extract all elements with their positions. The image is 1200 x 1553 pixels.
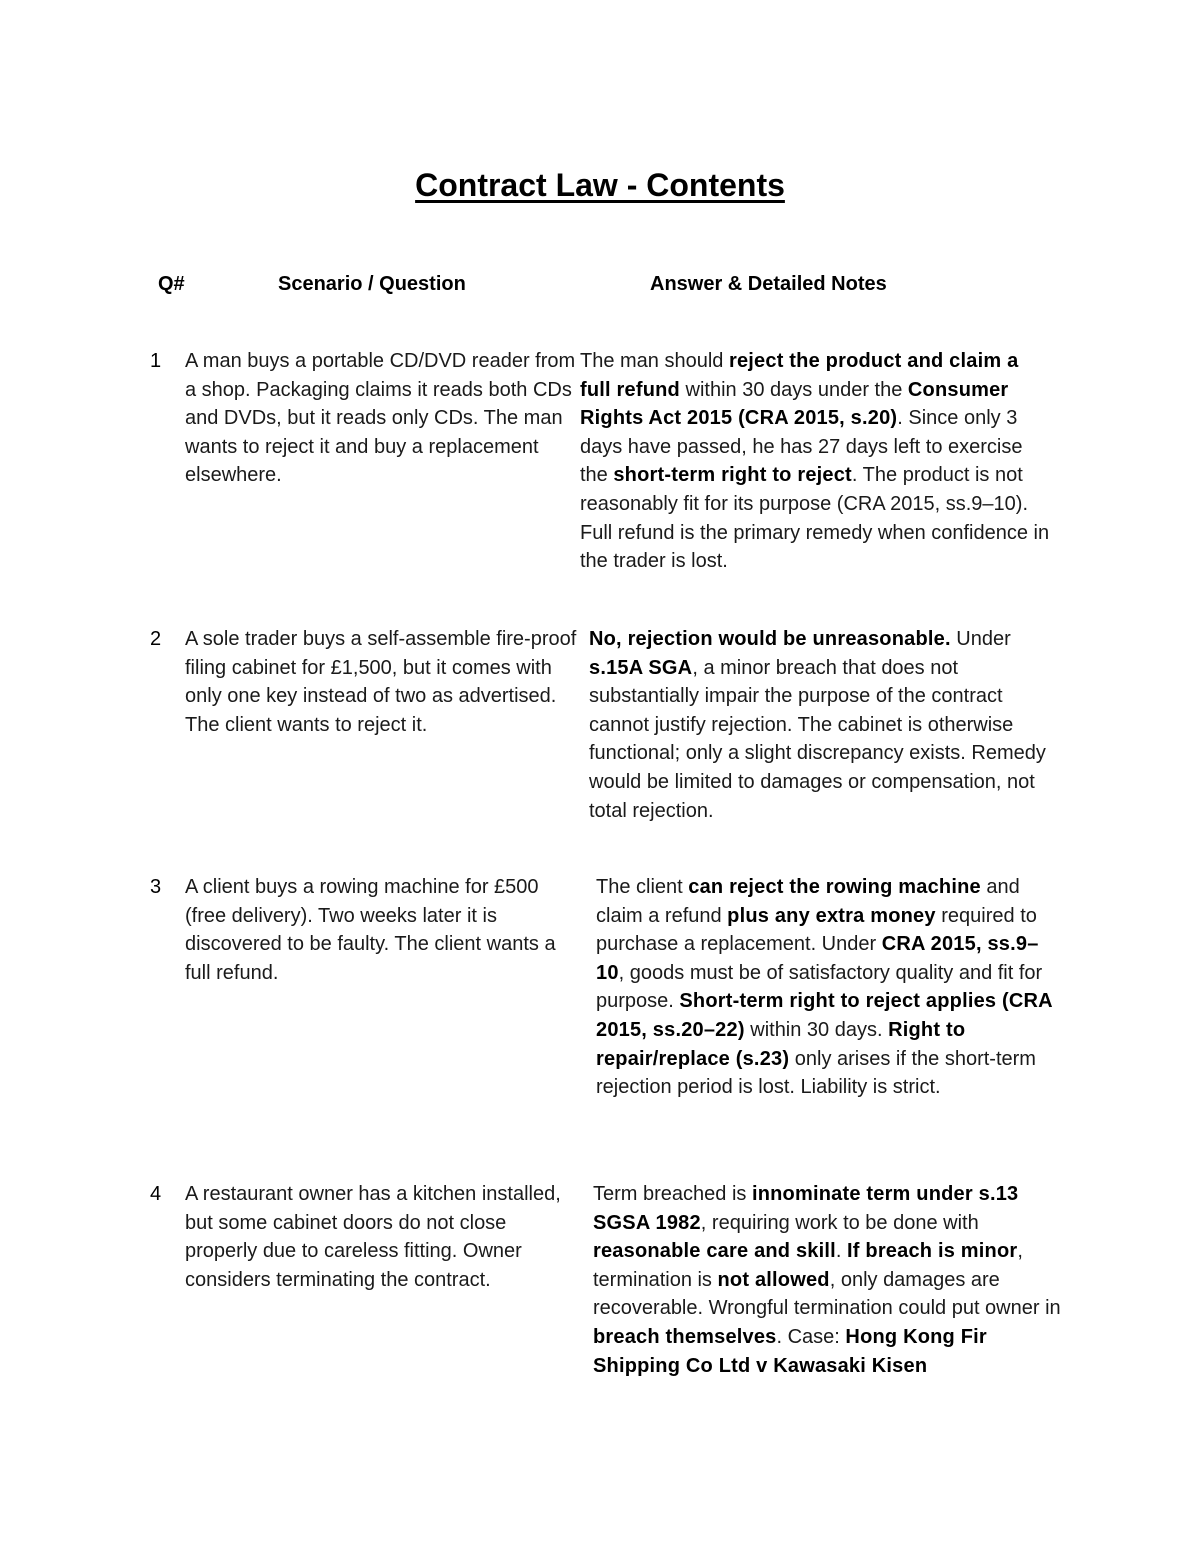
answer-emphasis: can reject the rowing machine <box>688 876 981 898</box>
answer-text: . Case: <box>776 1325 846 1348</box>
answer-emphasis: s.15A SGA <box>589 656 693 679</box>
column-header-scenario: Scenario / Question <box>278 273 466 295</box>
answer-emphasis: short-term right to reject <box>613 464 852 487</box>
question-scenario: A man buys a portable CD/DVD reader from a shop. Packaging claims it reads both CDs and DVDs, but it reads only CDs. The man wants to reject it and buy a replacement elsewhere. <box>185 350 576 487</box>
answer-text: . <box>835 1240 848 1263</box>
answer-emphasis: Short-term right to reject applies (CRA 2015, ss.20–22) <box>596 990 1053 1041</box>
question-answer <box>589 625 1059 825</box>
question-number: 4 <box>150 1183 162 1205</box>
question-answer <box>580 347 1050 576</box>
answer-text: , only damages are recoverable. Wrongful termination could put owner in <box>593 1268 1061 1320</box>
answer-emphasis: If breach is minor <box>847 1240 1018 1263</box>
answer-text: Term breached is <box>593 1183 752 1205</box>
answer-emphasis: plus any extra money <box>727 904 936 927</box>
answer-emphasis: breach themselves <box>593 1325 777 1348</box>
question-scenario: A restaurant owner has a kitchen installed, but some cabinet doors do not close properly due to careless fitting. Owner considers terminating the contract. <box>185 1183 561 1291</box>
question-answer <box>593 1180 1063 1380</box>
answer-emphasis: not allowed <box>717 1268 830 1291</box>
answer-text: required to purchase a replacement. Under <box>596 904 1037 956</box>
answer-emphasis: No, rejection would be unreasonable. <box>589 628 951 650</box>
answer-emphasis: CRA 2015, ss.9–10 <box>596 933 1039 984</box>
answer-text: , requiring work to be done with <box>700 1211 979 1234</box>
question-answer <box>596 873 1066 1102</box>
answer-text: , goods must be of satisfactory quality and fit for purpose. <box>596 961 1043 1013</box>
answer-text: only arises if the short-term rejection period is lost. Liability is strict. <box>596 1047 1036 1099</box>
answer-text: Under <box>950 628 1011 650</box>
answer-emphasis: Consumer Rights Act 2015 (CRA 2015, s.20) <box>580 378 1009 430</box>
column-header-answer: Answer & Detailed Notes <box>650 273 887 295</box>
page-title: Contract Law - Contents <box>415 167 785 203</box>
answer-emphasis: reasonable care and skill <box>593 1240 836 1263</box>
answer-text: , a minor breach that does not substantially impair the purpose of the contract cannot justify rejection. The cabinet is otherwise functional; only a slight discrepancy exists. Remedy would be limited to damages or compensation, not total rejection. <box>589 656 1046 822</box>
question-number: 2 <box>150 628 162 650</box>
column-header-number: Q# <box>158 273 185 295</box>
answer-emphasis: reject the product and claim a full refund <box>580 350 1019 401</box>
question-number: 3 <box>150 876 162 898</box>
answer-text: within 30 days under the <box>679 378 908 401</box>
answer-emphasis: Hong Kong Fir Shipping Co Ltd v Kawasaki Kisen <box>593 1325 987 1377</box>
answer-text: The client <box>596 876 689 898</box>
answer-text: , termination is <box>593 1240 1023 1291</box>
answer-emphasis: innominate term under s.13 SGSA 1982 <box>593 1183 1019 1234</box>
answer-text: . The product is not reasonably fit for its purpose (CRA 2015, ss.9–10). Full refund is the primary remedy when confidence in the trader is lost. <box>580 464 1050 573</box>
answer-text: within 30 days. <box>744 1018 889 1041</box>
answer-text: The man should <box>580 350 729 372</box>
answer-text: . Since only 3 days have passed, he has 27 days left to exercise the <box>580 407 1023 487</box>
question-scenario: A sole trader buys a self-assemble fire-proof filing cabinet for £1,500, but it comes with only one key instead of two as advertised. The client wants to reject it. <box>185 628 577 736</box>
answer-text: and claim a refund <box>596 876 1020 927</box>
question-scenario: A client buys a rowing machine for £500 (free delivery). Two weeks later it is discovered to be faulty. The client wants a full refund. <box>185 876 556 984</box>
answer-emphasis: Right to repair/replace (s.23) <box>596 1018 966 1070</box>
question-number: 1 <box>150 350 162 372</box>
